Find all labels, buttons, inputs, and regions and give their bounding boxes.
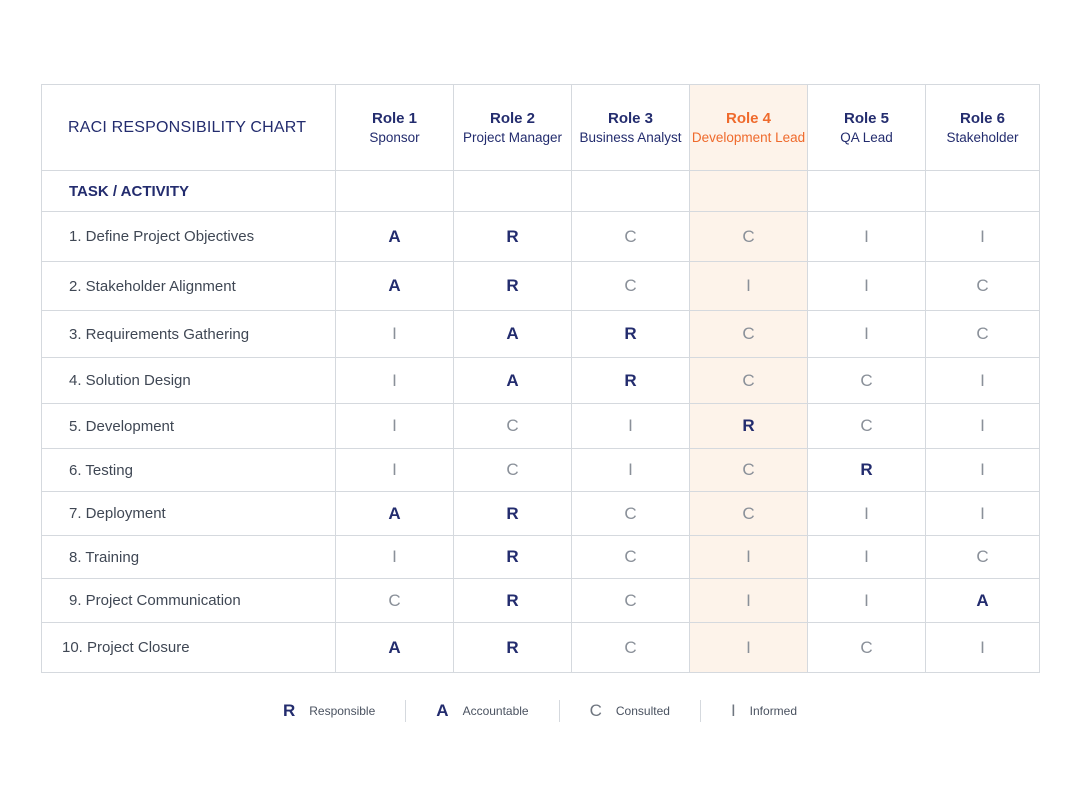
- raci-cell: C: [572, 623, 690, 673]
- task-header-row: [42, 171, 1040, 212]
- raci-cell: C: [454, 404, 572, 449]
- role-number: Role 6: [959, 109, 1005, 127]
- role-number: Role 1: [371, 109, 417, 127]
- raci-cell: C: [690, 449, 808, 492]
- task-label: 6. Testing: [42, 449, 336, 492]
- raci-cell: A: [336, 262, 454, 311]
- raci-cell: C: [572, 536, 690, 579]
- legend: [0, 700, 1080, 722]
- raci-cell: C: [454, 449, 572, 492]
- raci-cell: I: [690, 262, 808, 311]
- raci-cell: I: [926, 623, 1040, 673]
- role-number: Role 4: [725, 109, 771, 127]
- raci-cell: I: [336, 536, 454, 579]
- role-header-1: [336, 85, 454, 171]
- role-number: Role 5: [843, 109, 889, 127]
- role-header-3: [572, 85, 690, 171]
- legend-label: Accountable: [462, 704, 529, 718]
- legend-item-accountable: [406, 701, 558, 721]
- raci-cell: C: [572, 579, 690, 623]
- empty-cell: [808, 171, 926, 212]
- raci-cell: I: [336, 404, 454, 449]
- chart-title: RACI RESPONSIBILITY CHART: [42, 85, 336, 171]
- role-header-5: [808, 85, 926, 171]
- empty-cell: [926, 171, 1040, 212]
- raci-cell: A: [336, 492, 454, 536]
- raci-cell: I: [690, 579, 808, 623]
- raci-cell: I: [808, 262, 926, 311]
- raci-cell: C: [926, 536, 1040, 579]
- raci-cell: I: [336, 311, 454, 358]
- raci-cell: C: [572, 212, 690, 262]
- task-label: 5. Development: [42, 404, 336, 449]
- raci-cell: I: [808, 536, 926, 579]
- task-row: [42, 262, 1040, 311]
- role-name: Project Manager: [462, 129, 563, 145]
- raci-cell: I: [808, 212, 926, 262]
- task-label: 9. Project Communication: [42, 579, 336, 623]
- raci-cell: A: [454, 311, 572, 358]
- raci-cell: R: [572, 311, 690, 358]
- raci-cell: I: [690, 623, 808, 673]
- task-label: 4. Solution Design: [42, 358, 336, 404]
- raci-cell: I: [690, 536, 808, 579]
- raci-cell: C: [808, 358, 926, 404]
- legend-item-responsible: [253, 701, 405, 721]
- empty-cell: [454, 171, 572, 212]
- raci-cell: C: [690, 358, 808, 404]
- task-row: [42, 536, 1040, 579]
- legend-key: C: [589, 701, 602, 720]
- raci-table: [41, 84, 1040, 673]
- raci-cell: I: [926, 449, 1040, 492]
- role-name: Development Lead: [691, 129, 806, 145]
- task-column-header: TASK / ACTIVITY: [42, 171, 336, 212]
- raci-cell: R: [454, 262, 572, 311]
- role-number: Role 3: [607, 109, 653, 127]
- legend-item-informed: [701, 701, 827, 721]
- role-number: Role 2: [489, 109, 535, 127]
- role-name: Sponsor: [369, 129, 420, 145]
- empty-cell: [336, 171, 454, 212]
- role-name: Business Analyst: [579, 129, 682, 145]
- raci-cell: I: [926, 492, 1040, 536]
- raci-cell: I: [808, 311, 926, 358]
- task-row: [42, 623, 1040, 673]
- raci-cell: I: [926, 212, 1040, 262]
- raci-cell: A: [926, 579, 1040, 623]
- raci-cell: C: [572, 262, 690, 311]
- empty-cell: [572, 171, 690, 212]
- legend-key: I: [730, 701, 736, 720]
- role-header-4: [690, 85, 808, 171]
- raci-cell: R: [454, 579, 572, 623]
- task-row: [42, 579, 1040, 623]
- task-row: [42, 492, 1040, 536]
- raci-cell: R: [454, 212, 572, 262]
- raci-cell: C: [926, 311, 1040, 358]
- raci-cell: I: [926, 358, 1040, 404]
- raci-cell: C: [808, 404, 926, 449]
- task-row: [42, 311, 1040, 358]
- task-label: 2. Stakeholder Alignment: [42, 262, 336, 311]
- raci-cell: R: [454, 492, 572, 536]
- legend-item-consulted: [560, 701, 700, 721]
- raci-cell: I: [572, 449, 690, 492]
- raci-cell: C: [808, 623, 926, 673]
- raci-cell: A: [454, 358, 572, 404]
- legend-label: Informed: [749, 704, 798, 718]
- raci-cell: C: [926, 262, 1040, 311]
- raci-cell: R: [454, 623, 572, 673]
- raci-cell: I: [926, 404, 1040, 449]
- raci-cell: R: [572, 358, 690, 404]
- raci-cell: C: [690, 311, 808, 358]
- role-header-2: [454, 85, 572, 171]
- raci-cell: R: [808, 449, 926, 492]
- raci-cell: R: [454, 536, 572, 579]
- role-header-6: [926, 85, 1040, 171]
- task-row: [42, 449, 1040, 492]
- legend-key: A: [436, 701, 449, 720]
- role-header-row: [42, 85, 1040, 171]
- legend-label: Consulted: [615, 704, 670, 718]
- raci-cell: I: [336, 358, 454, 404]
- task-label: 7. Deployment: [42, 492, 336, 536]
- legend-key: R: [282, 701, 296, 720]
- raci-cell: I: [808, 492, 926, 536]
- task-label: 3. Requirements Gathering: [42, 311, 336, 358]
- task-row: [42, 358, 1040, 404]
- raci-cell: R: [690, 404, 808, 449]
- raci-cell: I: [572, 404, 690, 449]
- task-row: [42, 404, 1040, 449]
- task-label: 1. Define Project Objectives: [42, 212, 336, 262]
- task-row: [42, 212, 1040, 262]
- raci-cell: A: [336, 623, 454, 673]
- raci-cell: C: [572, 492, 690, 536]
- task-label: 8. Training: [42, 536, 336, 579]
- empty-cell: [690, 171, 808, 212]
- role-name: Stakeholder: [946, 129, 1019, 145]
- raci-cell: C: [690, 212, 808, 262]
- raci-cell: C: [690, 492, 808, 536]
- raci-cell: C: [336, 579, 454, 623]
- raci-cell: I: [336, 449, 454, 492]
- raci-cell: I: [808, 579, 926, 623]
- legend-label: Responsible: [309, 704, 376, 718]
- raci-cell: A: [336, 212, 454, 262]
- role-name: QA Lead: [840, 129, 893, 145]
- task-label: 10. Project Closure: [42, 623, 336, 673]
